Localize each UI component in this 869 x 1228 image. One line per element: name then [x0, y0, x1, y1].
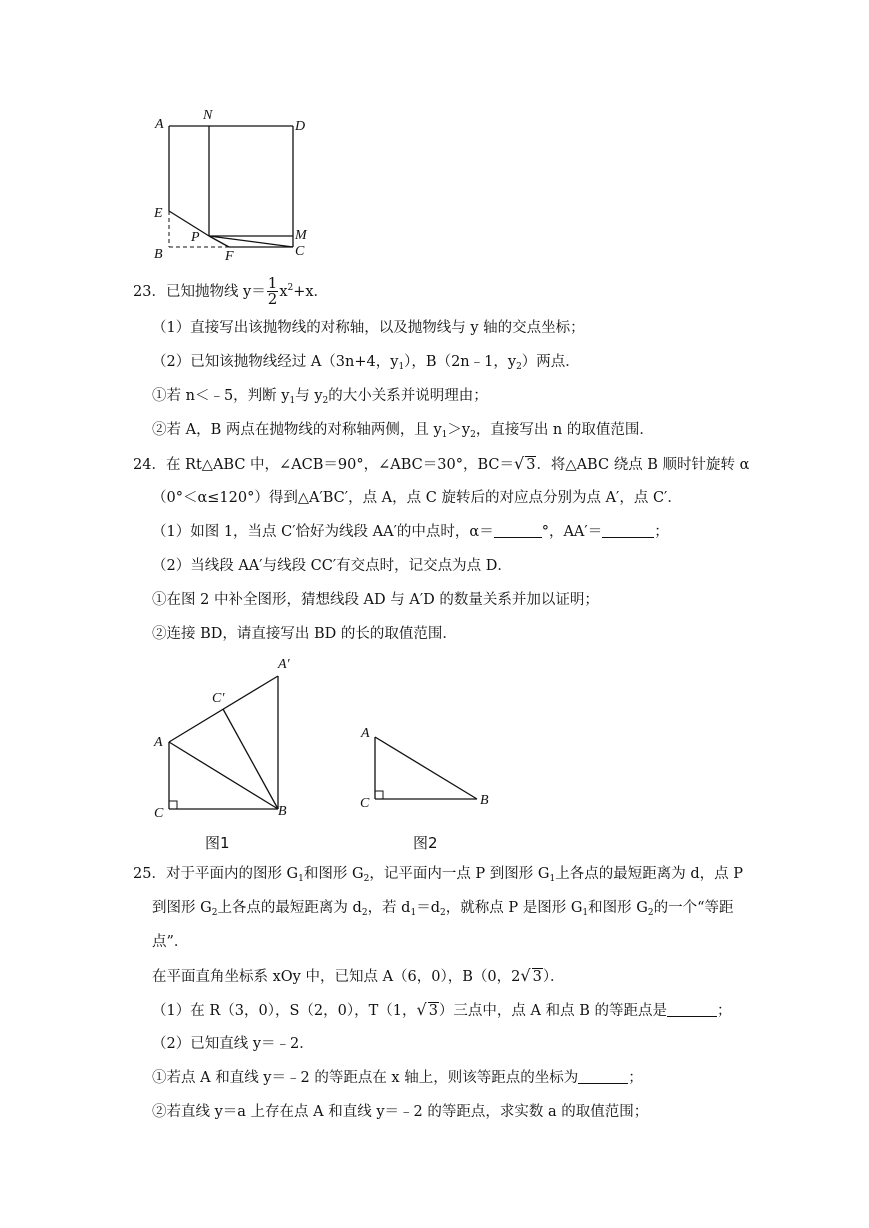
fig22-label-E: E [154, 206, 163, 221]
fig2-label-A: A [361, 726, 370, 741]
fig1-label-A-prime: A′ [278, 657, 290, 672]
fig1-caption: 图1 [205, 834, 230, 852]
q25-line2: 到图形 $G_2$上各点的最短距离为 $d_2$，若 $d_1=d_2$，就称点 P 是图形 $G_1$和图形 $G_2$的一个“等距 [152, 900, 734, 918]
fig22-label-F: F [225, 249, 234, 264]
fig2-label-C: C [360, 796, 370, 811]
answer-blank-equidistant[interactable] [667, 1002, 717, 1017]
fig22-diagram [145, 100, 320, 265]
q24-part2-2: ②连接 BD，请直接写出 BD 的长的取值范围． [152, 626, 457, 642]
fig22-label-N: N [203, 108, 213, 123]
q24-part1: （1）如图 1，当点 C′恰好为线段 AA′的中点时，α＝ °，AA′＝ ； [152, 524, 669, 540]
q25-part2-1: ①若点 A 和直线 y＝﹣2 的等距点在 x 轴上，则该等距点的坐标为 ； [152, 1070, 643, 1086]
answer-blank-coordinate[interactable] [578, 1069, 628, 1084]
q24-part2: （2）当线段 AA′与线段 CC′有交点时，记交点为点 D． [152, 558, 512, 574]
fig22-label-M: M [295, 228, 307, 243]
fig1-label-B: B [278, 804, 287, 819]
q23-fraction: $\frac{1}{2}$ [267, 274, 278, 309]
q25-part2: （2）已知直线 y＝﹣2． [152, 1036, 314, 1052]
fig2-label-B: B [480, 793, 489, 808]
fig1-label-A: A [154, 735, 163, 750]
q25-line3: 点”． [152, 934, 189, 950]
q23-part2-1: ①若 n＜﹣5，判断 $y_1$与 $y_2$的大小关系并说明理由； [152, 388, 488, 406]
q23-stem: 23．已知抛物线 y＝ $\frac{1}{2}$ $x^2+x$． [133, 274, 329, 309]
fig22-label-B: B [154, 247, 163, 262]
fig2-caption: 图2 [413, 834, 438, 852]
fig22-label-A: A [155, 117, 164, 132]
q24-line2: （0°＜α≤120°）得到△A′BC′，点 A，点 C 旋转后的对应点分别为点 A′，点 C′． [152, 490, 682, 506]
q23-part2-2: ②若 A，B 两点在抛物线的对称轴两侧，且 $y_1>y_2$，直接写出 n 的取值范围． [152, 422, 654, 440]
answer-blank-AA[interactable] [602, 523, 654, 538]
q24-figure2 [355, 715, 505, 855]
q23-part1: （1）直接写出该抛物线的对称轴，以及抛物线与 y 轴的交点坐标； [152, 320, 585, 336]
q24-figure1 [145, 650, 315, 855]
fig1-label-C-prime: C′ [212, 691, 225, 706]
q25-part1: （1）在 R（3，0），S（2，0），T（1，√ 3）三点中，点 A 和点 B 的等距点是 ； [152, 1000, 732, 1019]
q24-part2-1: ①在图 2 中补全图形，猜想线段 AD 与 A′D 的数量关系并加以证明； [152, 592, 599, 608]
fig22-label-D: D [295, 119, 306, 134]
q25-line1: 25．对于平面内的图形 $G_1$和图形 $G_2$，记平面内一点 P 到图形 $G_1$上各点的最短距离为 d，点 P [133, 866, 743, 884]
fig1-label-C: C [154, 806, 164, 821]
q25-given: 在平面直角坐标系 xOy 中，已知点 A（6，0），B（0，2√ 3）． [152, 966, 565, 985]
q23-part2: （2）已知该抛物线经过 A（3n+4，$y_1$），B（2n﹣1，$y_2$）两点． [152, 354, 580, 372]
answer-blank-alpha[interactable] [494, 523, 542, 538]
fig22-label-P: P [191, 230, 200, 245]
fig22-label-C: C [295, 244, 305, 259]
q24-line1: 24．在 Rt△ABC 中，∠ACB＝90°，∠ABC＝30°，BC＝√ 3．将△ABC 绕点 B 顺时针旋转 α [133, 454, 750, 473]
q25-part2-2: ②若直线 y＝a 上存在点 A 和直线 y＝﹣2 的等距点，求实数 a 的取值范围； [152, 1104, 649, 1120]
